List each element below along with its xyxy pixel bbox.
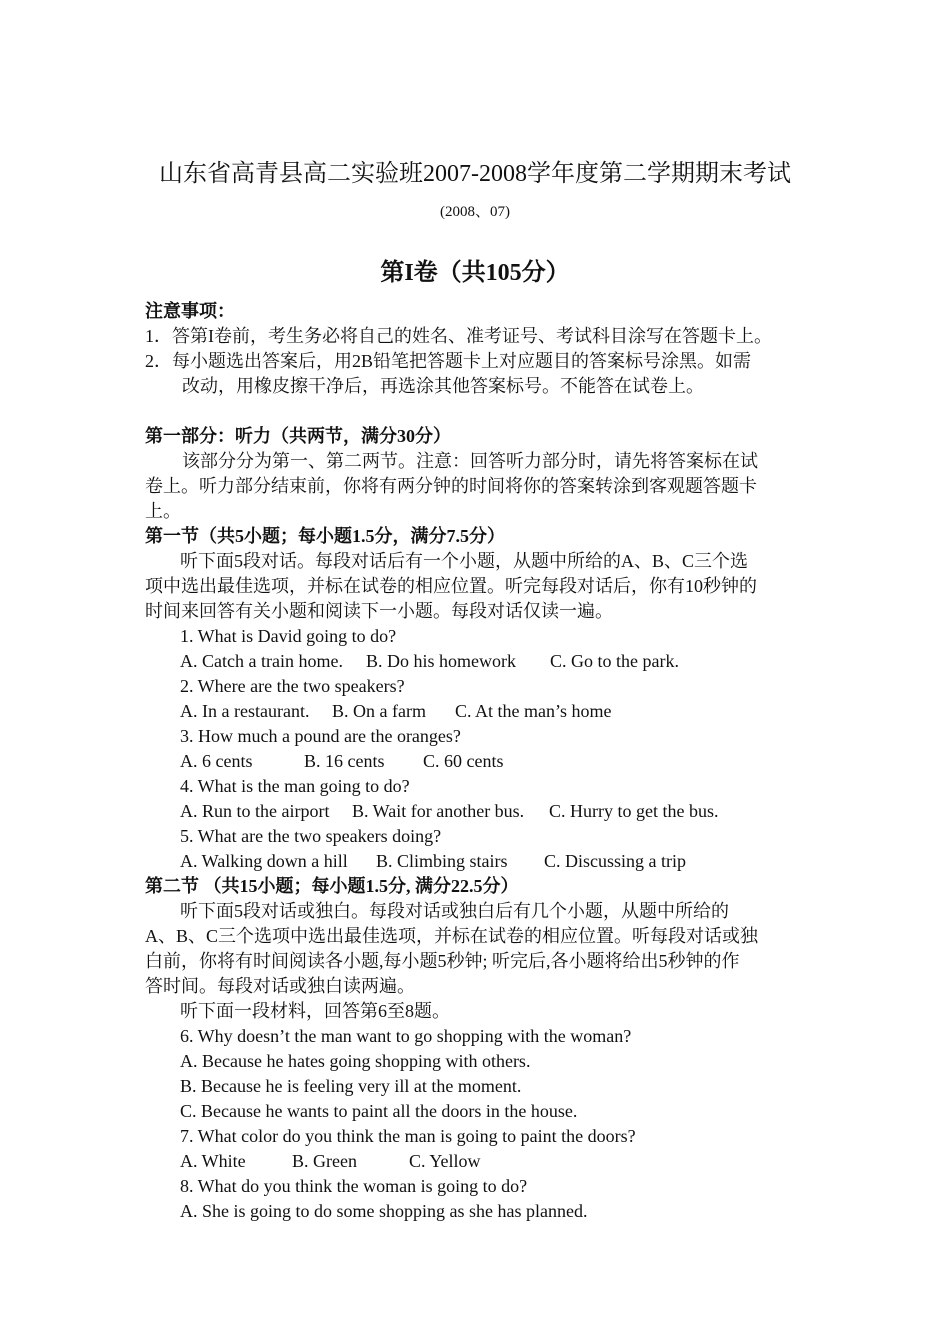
question-4-options [180,799,718,824]
section1-instructions: 项中选出最佳选项，并标在试卷的相应位置。听完每段对话后，你有10秒钟的 [145,576,757,596]
material-note: 听下面一段材料，回答第6至8题。 [180,1001,450,1021]
option-b: B. Climbing stairs [376,851,508,871]
option-a: A. Walking down a hill [180,851,348,871]
question-5: 5. What are the two speakers doing? [180,826,442,846]
section2-instructions: 答时间。每段对话或独白读两遍。 [145,976,415,996]
question-1-options [180,649,679,674]
section2-instructions: 听下面5段对话或独白。每段对话或独白后有几个小题，从题中所给的 [180,901,729,921]
question-6-option-c: C. Because he wants to paint all the doors in the house. [180,1101,578,1121]
exam-title: 山东省高青县高二实验班2007-2008学年度第二学期期末考试 [159,161,791,187]
option-b: B. On a farm [332,701,426,721]
section2-heading: 第二节 （共15小题；每小题1.5分, 满分22.5分） [145,876,519,896]
note-item-2: 2．每小题选出答案后，用2B铅笔把答题卡上对应题目的答案标号涂黑。如需 [145,351,752,371]
question-3-options [180,749,504,774]
option-c: C. At the man’s home [455,701,612,721]
section1-instructions: 听下面5段对话。每段对话后有一个小题，从题中所给的A、B、C三个选 [180,551,749,571]
question-7: 7. What color do you think the man is going to paint the doors? [180,1126,636,1146]
question-3: 3. How much a pound are the oranges? [180,726,461,746]
option-b: B. 16 cents [304,751,385,771]
section2-instructions: A、B、C三个选项中选出最佳选项，并标在试卷的相应位置。听每段对话或独 [145,926,759,946]
part1-intro: 上。 [145,501,181,521]
option-b: B. Do his homework [366,651,516,671]
option-a: A. 6 cents [180,751,253,771]
question-2-options [180,699,612,724]
part1-heading: 第一部分：听力（共两节，满分30分） [145,426,451,446]
option-a: A. Run to the airport [180,801,330,821]
note-item-1: 1．答第I卷前，考生务必将自己的姓名、准考证号、考试科目涂写在答题卡上。 [145,326,772,346]
option-a: A. In a restaurant. [180,701,310,721]
volume-title: 第I卷（共105分） [380,260,570,286]
part1-intro: 该部分分为第一、第二两节。注意：回答听力部分时，请先将答案标在试 [182,451,758,471]
question-5-options [180,849,686,874]
note-item-2-continued: 改动，用橡皮擦干净后，再选涂其他答案标号。不能答在试卷上。 [182,376,704,396]
question-7-options [180,1149,481,1174]
option-a: A. White [180,1151,246,1171]
question-6-option-a: A. Because he hates going shopping with others. [180,1051,531,1071]
question-8-option-a: A. She is going to do some shopping as she has planned. [180,1201,588,1221]
part1-intro: 卷上。听力部分结束前，你将有两分钟的时间将你的答案转涂到客观题答题卡 [145,476,757,496]
exam-date: (2008、07) [440,204,510,220]
option-c: C. 60 cents [423,751,504,771]
section1-heading: 第一节（共5小题；每小题1.5分，满分7.5分） [145,526,505,546]
option-c: C. Hurry to get the bus. [549,801,719,821]
question-8: 8. What do you think the woman is going to do? [180,1176,528,1196]
section2-instructions: 白前，你将有时间阅读各小题,每小题5秒钟; 听完后,各小题将给出5秒钟的作 [145,951,740,971]
option-c: C. Discussing a trip [544,851,686,871]
option-b: B. Wait for another bus. [352,801,525,821]
option-b: B. Green [292,1151,357,1171]
question-1: 1. What is David going to do? [180,626,397,646]
question-4: 4. What is the man going to do? [180,776,410,796]
option-a: A. Catch a train home. [180,651,343,671]
question-6-option-b: B. Because he is feeling very ill at the moment. [180,1076,522,1096]
question-2: 2. Where are the two speakers? [180,676,405,696]
notes-heading: 注意事项： [145,301,235,321]
question-6: 6. Why doesn’t the man want to go shopping with the woman? [180,1026,632,1046]
option-c: C. Go to the park. [550,651,679,671]
section1-instructions: 时间来回答有关小题和阅读下一小题。每段对话仅读一遍。 [145,601,613,621]
option-c: C. Yellow [409,1151,481,1171]
